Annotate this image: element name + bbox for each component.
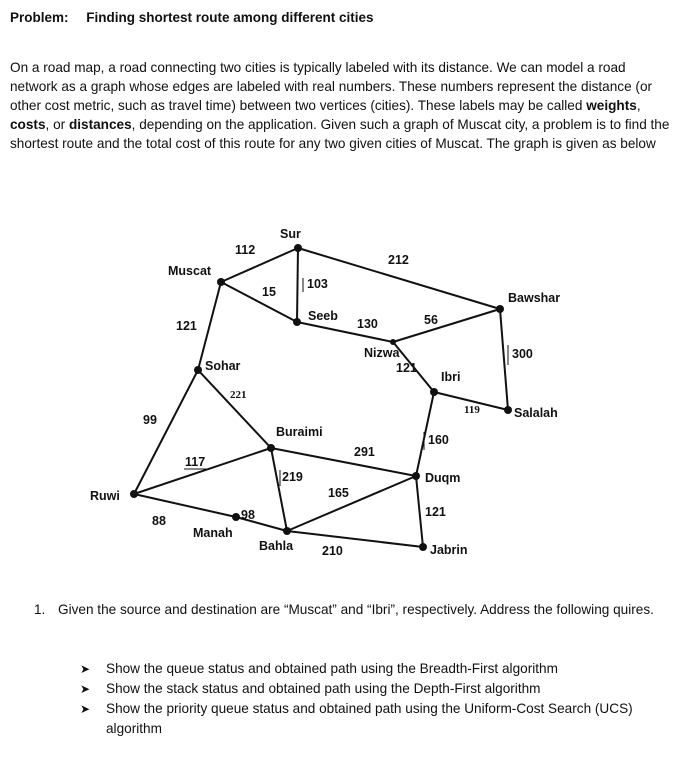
weight-ruwi-manah: 88 [152, 514, 166, 528]
intro-sep-2: , or [45, 117, 69, 132]
task-item-bfs [80, 659, 660, 679]
weight-ibri-salalah: 119 [464, 404, 480, 416]
intro-text-1: On a road map, a road connecting two cities is typically labeled with its distance. We can model a road network as a graph whose edges are labeled with real numbers. These numbers represent the distance (or other cost metric, such as travel time) between two vertices (cities). These labels may be called [10, 60, 653, 113]
weight-ibri-duqm: 160 [428, 433, 449, 447]
node-buraimi [267, 444, 275, 452]
task-text-bfs: Show the queue status and obtained path using the Breadth-First algorithm [106, 661, 558, 676]
node-manah [232, 513, 240, 521]
weight-buraimi-bahla: 219 [282, 470, 303, 484]
arrow-bullet-icon: ➤ [80, 702, 91, 716]
label-jabrin: Jabrin [430, 543, 468, 557]
label-sohar: Sohar [205, 359, 241, 373]
label-salalah: Salalah [514, 406, 558, 420]
weight-nizwa-bawshar: 56 [424, 313, 438, 327]
weight-sur-bawshar: 212 [388, 253, 409, 267]
edge-muscat-seeb [221, 282, 297, 322]
task-text-ucs: Show the priority queue status and obtained path using the Uniform-Cost Search (UCS) algorithm [106, 701, 633, 736]
problem-heading: Finding shortest route among different cities [86, 10, 374, 25]
node-duqm [412, 472, 420, 480]
weight-sur-seeb: 103 [307, 277, 328, 291]
node-ruwi [130, 490, 138, 498]
weight-manah-bahla: 98 [241, 508, 255, 522]
edge-ruwi-manah [134, 494, 236, 517]
intro-sep-1: , [636, 98, 641, 113]
node-seeb [293, 318, 301, 326]
node-ibri [430, 388, 438, 396]
edge-weights [143, 243, 533, 558]
node-sohar [194, 366, 202, 374]
node-bawshar [496, 305, 504, 313]
label-buraimi: Buraimi [276, 425, 323, 439]
node-jabrin [419, 543, 427, 551]
node-salalah [504, 406, 512, 414]
weight-ruwi-sohar: 99 [143, 413, 157, 427]
label-nizwa: Nizwa [364, 346, 400, 360]
task-item-ucs [80, 699, 660, 739]
arrow-bullet-icon: ➤ [80, 662, 91, 676]
edge-bawshar-salalah [500, 309, 508, 410]
weight-seeb-nizwa: 130 [357, 317, 378, 331]
weight-nizwa-ibri: 121 [396, 361, 417, 375]
edge-buraimi-bahla [271, 448, 287, 531]
edge-bahla-duqm [287, 476, 416, 531]
weight-muscat-sohar: 121 [176, 319, 197, 333]
label-duqm: Duqm [425, 471, 461, 485]
node-nizwa [390, 339, 396, 345]
question-1 [34, 600, 654, 620]
label-ibri: Ibri [441, 370, 461, 384]
edge-bahla-jabrin [287, 531, 423, 547]
question-text: Given the source and destination are “Muscat” and “Ibri”, respectively. Address the following quires. [58, 602, 654, 617]
weight-bahla-jabrin: 210 [322, 544, 343, 558]
problem-label: Problem: [10, 10, 69, 25]
graph-edges [134, 248, 508, 547]
edge-duqm-jabrin [416, 476, 423, 547]
term-costs: costs [10, 117, 46, 132]
edge-muscat-sohar [198, 282, 221, 370]
task-list [80, 659, 660, 739]
label-bawshar: Bawshar [508, 291, 561, 305]
edge-seeb-nizwa [297, 322, 393, 342]
weight-buraimi-duqm: 291 [354, 445, 375, 459]
edge-sohar-buraimi [198, 370, 271, 448]
task-text-dfs: Show the stack status and obtained path using the Depth-First algorithm [106, 681, 541, 696]
edge-sur-seeb [297, 248, 298, 322]
label-manah: Manah [193, 526, 233, 540]
label-ruwi: Ruwi [90, 489, 120, 503]
label-muscat: Muscat [168, 264, 212, 278]
weight-muscat-seeb: 15 [262, 285, 276, 299]
label-seeb: Seeb [308, 309, 338, 323]
label-sur: Sur [280, 227, 301, 241]
weight-ruwi-buraimi: 117 [185, 455, 206, 469]
node-bahla [283, 527, 291, 535]
node-sur [294, 244, 302, 252]
node-muscat [217, 278, 225, 286]
question-number: 1. [34, 602, 46, 617]
intro-text-2: , depending on the application. Given such a graph of Muscat city, a problem is to find the shortest route and the total cost of this route for any two given cities of Muscat. The graph is given as below [10, 117, 670, 151]
term-distances: distances [68, 117, 132, 132]
weight-sohar-buraimi: 221 [230, 389, 247, 401]
edge-nizwa-bawshar [393, 309, 500, 342]
weight-duqm-jabrin: 121 [425, 505, 446, 519]
edge-muscat-sur [221, 248, 298, 282]
weight-muscat-sur: 112 [235, 243, 256, 257]
label-bahla: Bahla [259, 539, 294, 553]
arrow-bullet-icon: ➤ [80, 682, 91, 696]
weight-bahla-duqm: 165 [328, 486, 349, 500]
term-weights: weights [586, 98, 637, 113]
task-item-dfs [80, 679, 660, 699]
weight-bawshar-salalah: 300 [512, 347, 533, 361]
